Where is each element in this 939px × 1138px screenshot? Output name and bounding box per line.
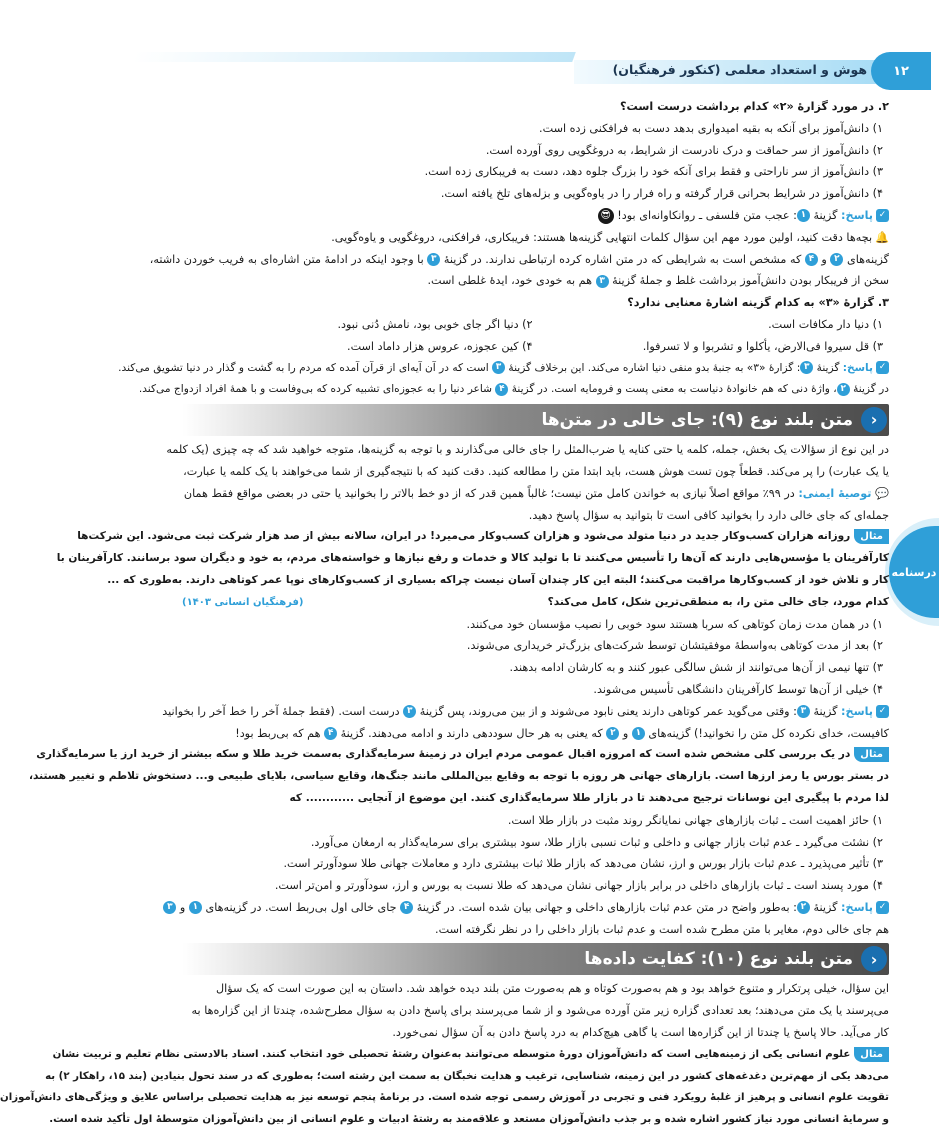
section-9-paragraph-1: در این نوع از سؤالات یک بخش، جمله، کلمه یا حتی کنایه یا ضرب‌المثل را جای خالی می‌گذارند و با توجه به گزینه‌ها، متوجه خواهید شد که چه چیزی (یک کلمه: [166, 443, 889, 457]
section-10-paragraph-3: کار می‌آید. حالا پاسخ یا چندتا از این گزاره‌ها است یا گاهی هیچ‌کدام به درد پاسخ دادن به آن سؤال نمی‌خورد.: [392, 1026, 889, 1040]
example-1-question: [182, 592, 889, 614]
q2-note-2: [149, 249, 889, 271]
note-text: ، واژهٔ دنی که هم خانوادهٔ دنیاست به معنی پست و فرومایه است. در گزینهٔ: [511, 383, 837, 396]
example-2-answer: [167, 897, 889, 919]
note-text: شاعر دنیا را به عجوزه‌ای تشبیه کرده که بی‌وفاست و با همهٔ افراد ازدواج می‌کند.: [138, 383, 492, 396]
q3-options-row-1: [182, 314, 889, 336]
answer-text: گزینهٔ: [813, 208, 838, 222]
option-number-badge: ۱: [797, 209, 810, 222]
answer-label: پاسخ:: [842, 361, 873, 374]
answer-text: گزینهٔ: [813, 900, 838, 914]
q3-option-2: ۲) دنیا اگر جای خوبی بود، نامش دُنی نبود.: [337, 317, 533, 331]
answer-text: و: [179, 900, 186, 914]
option-number-badge: ۳: [492, 361, 505, 374]
option-number-badge: ۲: [797, 901, 810, 914]
answer-text: : به‌طور واضح در متن عدم ثبات بازارهای داخلی و جهانی بیان شده است. در گزینهٔ: [416, 900, 797, 914]
page-content: [0, 96, 889, 1131]
answer-text: : عجب متن فلسفی ـ روانکاوانه‌ای بود!: [617, 208, 797, 222]
q3-answer: [118, 358, 889, 380]
speech-bubble-icon: 💬: [875, 486, 889, 500]
answer-text: جای خالی اول بی‌ربط است. در گزینه‌های: [205, 900, 397, 914]
example-tag: مثال: [854, 747, 889, 762]
example-text: در یک بررسی کلی مشخص شده است که امروزه اقبال عمومی مردم ایران در زمینهٔ سرمایه‌گذاری به‌سمت خرید طلا و سکه بیشتر از خرید ارز یا سرمایه‌گذاری: [36, 748, 851, 761]
example-1-option-1: ۱) در همان مدت زمان کوتاهی که سربا هستند سود خوبی را نصیب مؤسسان خود می‌کنند.: [466, 617, 883, 631]
option-number-badge: ۴: [324, 727, 337, 740]
answer-text: کافیست، خدای نکرده کل متن را نخوانید!) گزینه‌های: [648, 726, 889, 740]
example-3-line-1: [52, 1044, 889, 1066]
option-number-badge: ۲: [830, 253, 843, 266]
answer-text: گزینهٔ: [813, 704, 838, 718]
section-9-title: متن بلند نوع (۹): جای خالی در متن‌ها: [541, 410, 853, 431]
section-10-title: متن بلند نوع (۱۰): کفایت داده‌ها: [584, 949, 853, 970]
note-text: هم به خودی خود، ایدهٔ غلطی است.: [427, 274, 593, 288]
note-text: که مشخص است به شرایطی که در متن اشاره کرده ارتباطی ندارند. در گزینهٔ: [443, 252, 802, 266]
section-9-paragraph-2: یا یک عبارت) را پر می‌کند. قطعاً چون تست هوش هست، باید ابتدا متن را مطالعه کنید. دقت کنید که با نتیجه‌گیری از شما می‌خواهند با یک کلمه یا عبارت،: [183, 464, 889, 478]
tip-text: در ۹۹٪ مواقع اصلاً نیازی به خواندن کامل متن نیست؛ غالباً همین قدر که از دو خط بالاتر را بخوانید یا حتی در بعضی مواقع فقط همان: [183, 486, 795, 500]
example-2-option-4: ۴) مورد پسند است ـ ثبات بازارهای داخلی در برابر بازار جهانی نشان می‌دهد که طلا نسبت به بورس و ارز، سودآورتر و امن‌تر است.: [274, 879, 883, 893]
option-number-badge: ۱: [189, 901, 202, 914]
example-2-line-2: در بستر بورس یا رمز ارزها است. بازارهای جهانی هر روزه با توجه به وقایع بین‌المللی مانند جنگ‌ها، وقایع سیاسی، بلایای طبیعی و... دستخوش تلاطم و تغییر هستند،: [29, 770, 889, 783]
example-1-answer: [162, 701, 889, 723]
q3-option-1: ۱) دنیا دار مکافات است.: [768, 317, 883, 331]
example-3-line-3: تقویت علوم انسانی و پرهیز از غلبهٔ رویکرد فنی و تجربی در آموزش رسمی توجه شده است. در برنامهٔ پنجم توسعه نیز به هدایت تحصیلی براساس علایق و ویژگی‌های دانش‌آموزان: [0, 1092, 889, 1104]
section-10-banner: [182, 943, 889, 975]
question-3: ۳. گزارهٔ «۳» به کدام گزینه اشارهٔ معنایی ندارد؟: [627, 296, 889, 310]
option-number-badge: ۴: [400, 901, 413, 914]
option-number-badge: ۴: [805, 253, 818, 266]
check-icon: ✓: [876, 209, 889, 222]
option-number-badge: ۳: [427, 253, 440, 266]
check-icon: ✓: [876, 705, 889, 718]
answer-text: هم که بی‌ربط بود!: [235, 726, 321, 740]
bell-icon: 🔔: [875, 230, 889, 244]
example-tag: مثال: [854, 1047, 889, 1062]
option-number-badge: ۳: [596, 275, 609, 288]
book-title: هوش و استعداد معلمی (کنکور فرهنگیان): [612, 62, 867, 77]
page-number: ۱۲: [871, 52, 931, 90]
q2-option-4: ۴) دانش‌آموز در شرایط بحرانی قرار گرفته و راه فرار را در یاوه‌گویی و بزله‌های تلخ یافته است.: [440, 187, 883, 201]
example-source: (فرهنگیان انسانی ۱۴۰۳): [182, 596, 304, 608]
example-tag: مثال: [854, 529, 889, 544]
answer-text: است که در آن آیه‌ای از قرآن آمده که مردم را به گشت و گذار در دنیا تشویق می‌کند.: [118, 361, 489, 374]
example-2-answer-continued: هم جای خالی دوم، مغایر با متن مطرح شده است و عدم ثبات بازار داخلی را در نظر نگرفته است.: [435, 922, 889, 936]
answer-label: پاسخ:: [841, 704, 873, 718]
sunglasses-emoji-icon: 😎: [598, 208, 614, 224]
example-1-line-3: کار و تلاش خود از کسب‌وکارها مراقبت می‌کنند؛ البته این کار چندان آسان نیست چراکه بسیاری از کسب‌وکارهای نوپا عمر کوتاهی دارند. به‌طوری که ...: [107, 573, 889, 586]
option-number-badge: ۳: [163, 901, 176, 914]
safety-tip: [182, 483, 889, 505]
note-text: گزینه‌های: [846, 252, 889, 266]
answer-text: درست است. (فقط جملهٔ آخر را خط آخر را بخوانید: [162, 704, 400, 718]
option-number-badge: ۳: [800, 361, 813, 374]
answer-text: : وقتی می‌گوید عمر کوتاهی دارند یعنی نابود می‌شوند و از بین می‌روند، پس گزینهٔ: [419, 704, 797, 718]
example-1-line-1: [77, 526, 889, 548]
q3-option-4: ۴) کین عجوزه، عروس هزار داماد است.: [347, 339, 533, 353]
check-icon: ✓: [876, 901, 889, 914]
note-text: بچه‌ها دقت کنید، اولین مورد مهم این سؤال کلمات انتهایی گزینه‌ها هستند: فریبکاری، فرافکنی، دروغگویی و یاوه‌گویی.: [331, 230, 873, 244]
tip-label: توصیهٔ ایمنی:: [798, 486, 872, 500]
chevron-left-icon: ‹: [861, 407, 887, 433]
answer-text: گزینهٔ: [816, 361, 840, 374]
q2-option-1: ۱) دانش‌آموز برای آنکه به بقیه امیدواری بدهد دست به فرافکنی زده است.: [539, 121, 883, 135]
q2-option-3: ۳) دانش‌آموز از سر ناراحتی و فقط برای آنکه خود را بزرگ جلوه دهد، دست به فریبکاری زده است.: [424, 165, 883, 179]
q3-note: [138, 379, 889, 401]
example-2-option-2: ۲) نشئت می‌گیرد ـ عدم ثبات بازار جهانی و داخلی و ثبات نسبی بازار طلا، سود بیشتری برای سرمایه‌گذار به ارمغان می‌آورد.: [310, 835, 883, 849]
page-header: [134, 52, 939, 86]
section-9-banner: [182, 404, 889, 436]
example-1-answer-continued: [182, 723, 889, 745]
chevron-left-icon: ‹: [861, 946, 887, 972]
example-text: روزانه هزاران کسب‌وکار جدید در دنیا متولد می‌شود و هزاران کسب‌وکار می‌میرد! در ایران، سالانه بیش از صد هزار شرکت ثبت می‌شود. این شرکت‌ها: [77, 530, 851, 543]
example-1-option-4: ۴) خیلی از آن‌ها توسط کارآفرینان دانشگاهی تأسیس می‌شوند.: [593, 682, 883, 696]
q2-option-2: ۲) دانش‌آموز از سر حماقت و درک نادرست از شرایط، به دروغگویی روی آورده است.: [485, 143, 883, 157]
q3-options-row-2: [182, 336, 889, 358]
question-2: ۲. در مورد گزارهٔ «۲» کدام برداشت درست است؟: [620, 100, 889, 113]
example-3-line-2: می‌دهد یکی از مهم‌ترین دغدغه‌های کشور در این زمینه، شناسایی، ترغیب و هدایت نخبگان به سمت این رشته است؛ به‌طوری که در سند تحول بنیادین (بند ۱۵، راهکار ۲) به: [45, 1070, 889, 1082]
answer-text: که یعنی به هر حال سوددهی دارند و ادامه می‌دهند. گزینهٔ: [340, 726, 603, 740]
note-text: با وجود اینکه در ادامهٔ متن اشاره‌ای به فریب خوردن داشته،: [149, 252, 424, 266]
option-number-badge: ۳: [797, 705, 810, 718]
option-number-badge: ۴: [495, 383, 508, 396]
note-text: و: [821, 252, 827, 266]
example-question: کدام مورد، جای خالی متن را، به منطقی‌ترین شکل، کامل می‌کند؟: [547, 595, 889, 608]
answer-label: پاسخ:: [841, 900, 873, 914]
example-1-option-3: ۳) تنها نیمی از آن‌ها می‌توانند از شش سالگی عبور کنند و به کارشان ادامه بدهند.: [509, 661, 883, 675]
q2-note-3: [182, 270, 889, 292]
option-number-badge: ۱: [632, 727, 645, 740]
example-1-option-2: ۲) بعد از مدت کوتاهی به‌واسطهٔ موفقیتشان توسط شرکت‌های بزرگ‌تر خریداری می‌شوند.: [466, 639, 883, 653]
answer-text: و: [622, 726, 629, 740]
side-tab-label: درسنامه: [891, 565, 937, 579]
q2-note-1: [182, 227, 889, 249]
example-2-line-3: لذا مردم با پیگیری این نوسانات ترجیح می‌دهند تا در بازار طلا سرمایه‌گذاری کنند. این موضوع از آنجایی ............ که: [289, 791, 889, 804]
section-10-paragraph-2: می‌پرسند یا یک متن می‌دهند؛ بعد تعدادی گزاره زیر متن آورده می‌شود و از شما می‌پرسند برای پاسخ دادن به سؤال مطرح‌شده، چندتا از این گزاره‌ها به: [191, 1004, 889, 1018]
answer-label: پاسخ:: [841, 208, 873, 222]
example-3-line-4: و سرمایهٔ انسانی مورد نیاز کشور اشاره شده و بر جذب دانش‌آموزان مستعد و علاقه‌مند به رشتهٔ ادبیات و علوم انسانی از بین دانش‌آموزان متوسطهٔ اول تأکید شده است.: [49, 1114, 889, 1126]
example-text: علوم انسانی یکی از زمینه‌هایی است که دانش‌آموزان دورهٔ متوسطه می‌توانند به‌عنوان رشتهٔ تحصیلی خود انتخاب کنند. اسناد بالادستی نظام تعلیم و تربیت نشان: [52, 1048, 851, 1060]
check-icon: ✓: [876, 361, 889, 374]
q2-answer: [182, 205, 889, 227]
section-10-paragraph-1: این سؤال، خیلی پرتکرار و متنوع خواهد بود و هم به‌صورت کوتاه و هم به‌صورت متن بلند دیده خواهد شد. داستان به این صورت است که یک سؤال: [215, 982, 889, 996]
safety-tip-continued: جمله‌ای که جای خالی دارد را بخوانید کافی است تا بتوانید به سؤال پاسخ دهید.: [528, 508, 889, 522]
option-number-badge: ۲: [606, 727, 619, 740]
note-text: در گزینهٔ: [853, 383, 889, 396]
option-number-badge: ۲: [837, 383, 850, 396]
note-text: سخن از فریبکار بودن دانش‌آموز برداشت غلط و جملهٔ گزینهٔ: [612, 274, 889, 288]
example-2-option-3: ۳) تأثیر می‌پذیرد ـ عدم ثبات بازار بورس و ارز، نشان می‌دهد که بازار طلا ثبات بیشتری دارد و معاملات جهانی طلا سودآورتر است.: [283, 857, 883, 871]
example-2-line-1: [36, 744, 889, 766]
q3-option-3: ۳) قل سیروا فی‌الارض، یأکلوا و تشربوا و لا تسرفوا.: [642, 339, 883, 353]
option-number-badge: ۳: [403, 705, 416, 718]
header-stripe: [132, 52, 576, 62]
answer-text: : گزارهٔ «۳» به جنبهٔ بدو منفی دنیا اشاره می‌کند. این برخلاف گزینهٔ: [508, 361, 801, 374]
example-1-line-2: کارآفرینان یا مؤسس‌هایی دارند که آن‌ها را تأسیس می‌کنند تا با تولید کالا و خدمات و رفع نیازها و خواسته‌های مردم، به خود و دیگران سود برسانند. کارآفرینان با: [56, 552, 889, 565]
example-2-option-1: ۱) حائز اهمیت است ـ ثبات بازارهای جهانی نمایانگر روند مثبت در بازار طلا است.: [507, 813, 883, 827]
